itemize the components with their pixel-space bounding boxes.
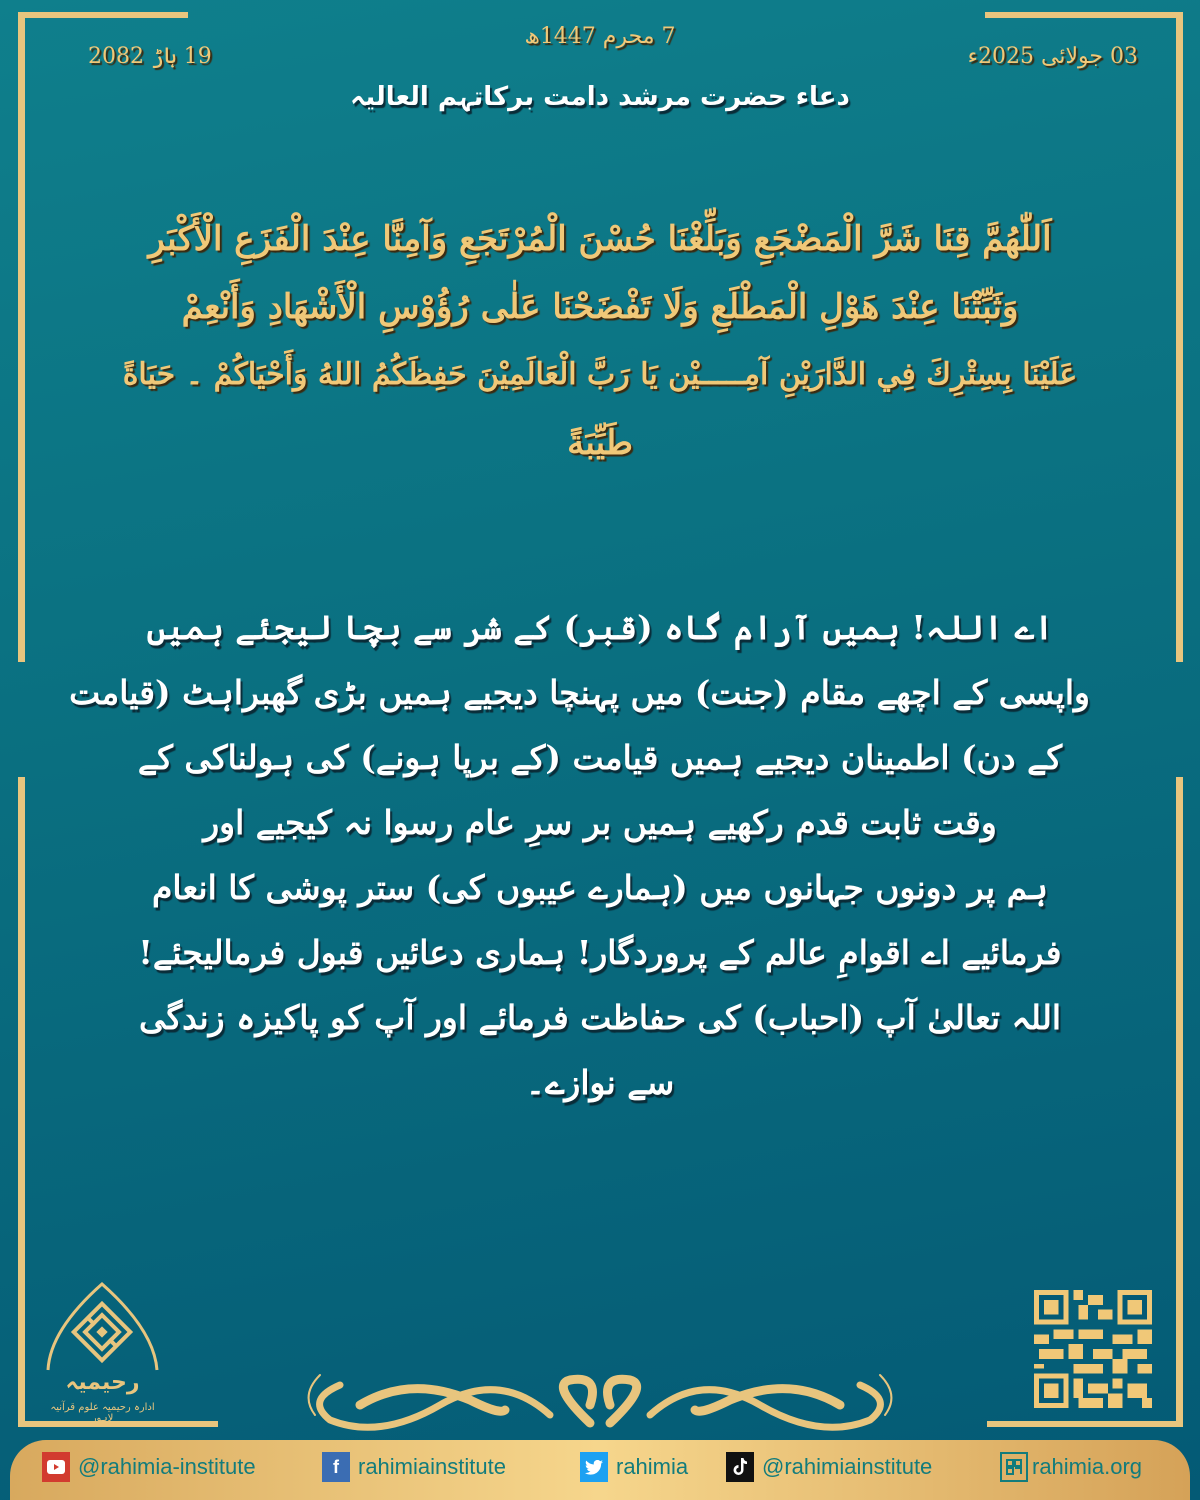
ornament-flourish [300,1365,900,1435]
frame-top-left-h [18,12,188,18]
urdu-translation [69,595,1090,1115]
facebook-icon: f [322,1452,350,1482]
logo-subtitle: ادارہ رحیمیہ علوم قرآنیہ لاہور [50,1402,155,1424]
social-website[interactable] [1000,1450,1142,1484]
twitter-icon [580,1452,608,1482]
social-tiktok[interactable] [726,1450,932,1484]
urdu-line: کے دن) اطمینان دیجیے ہمیں قیامت (کے برپا ہونے) کی ہولناکی کے [137,738,1063,777]
social-youtube[interactable] [42,1450,256,1484]
dome-knot-icon [40,1280,165,1375]
arabic-dua [80,205,1120,477]
arabic-line: وَثَبِّتْنَا عِنْدَ هَوْلِ الْمَطْلَعِ وَلَا تَفْضَحْنَا عَلٰى رُؤُوْسِ الْأَشْهَادِ وَأَنْعِمْ [181,287,1019,327]
urdu-line: ہم پر دونوں جہانوں میں (ہمارے عیبوں کی) ستر پوشی کا انعام [152,868,1048,907]
urdu-line: سے نوازے۔ [525,1063,675,1102]
qr-code[interactable] [1033,1290,1153,1408]
arabic-line: عَلَيْنَا بِسِتْرِكَ فِي الدَّارَيْنِ آمِـــــيْن يَا رَبَّ الْعَالَمِيْنَ حَفِظَكُمُ اللهُ وَأَحْيَاكُمْ ۔ حَيَاةً [122,357,1078,392]
tiktok-icon [726,1452,754,1482]
social-facebook[interactable] [322,1450,506,1484]
urdu-line: وقت ثابت قدم رکھیے ہمیں بر سرِ عام رسوا نہ کیجیے اور [203,803,997,842]
page-title: دعاء حضرت مرشد دامت برکاتہم العالیہ [350,82,850,112]
frame-top-right-h [985,12,1183,18]
gregorian-date: 03 جولائی 2025ء [967,44,1138,69]
urdu-line: واپسی کے اچھے مقام (جنت) میں پہنچا دیجیے ہمیں بڑی گھبراہٹ (قیامت [69,673,1090,712]
arabic-line: اَللّٰهُمَّ قِنَا شَرَّ الْمَضْجَعِ وَبَلِّغْنَا حُسْنَ الْمُرْتَجَعِ وَآمِنَّا عِنْدَ الْفَزَعِ الْأَكْبَرِ [148,219,1052,259]
website-logo-icon [1000,1452,1028,1482]
frame-bottom-right-h [987,1421,1183,1427]
frame-left-lower-v [18,777,25,1427]
arabic-line: طَيِّبَةً [567,423,633,463]
youtube-icon [42,1452,70,1482]
website-url[interactable]: rahimia.org [1032,1454,1143,1479]
social-twitter[interactable] [580,1450,688,1484]
youtube-handle[interactable]: @rahimia-institute [78,1454,256,1479]
urdu-line: فرمائیے اے اقوامِ عالم کے پروردگار! ہماری دعائیں قبول فرمالیجئے! [138,933,1062,972]
rahimia-logo [40,1280,165,1424]
urdu-line: اللہ تعالیٰ آپ (احباب) کی حفاظت فرمائے اور آپ کو پاکیزہ زندگی [138,998,1062,1037]
hijri-date: 7 محرم 1447ھ [524,24,676,49]
twitter-handle[interactable]: rahimia [616,1454,689,1479]
bikrami-date: 19 ہاڑ 2082 [88,44,212,69]
facebook-handle[interactable]: rahimiainstitute [358,1454,506,1479]
urdu-line: اے اللہ! ہمیں آرام گاہ (قبر) کے شر سے بچا لیجئے ہمیں [146,608,1054,647]
tiktok-handle[interactable]: @rahimiainstitute [762,1454,933,1479]
logo-name: رحیمیہ [65,1370,140,1395]
frame-right-lower-v [1176,777,1183,1427]
